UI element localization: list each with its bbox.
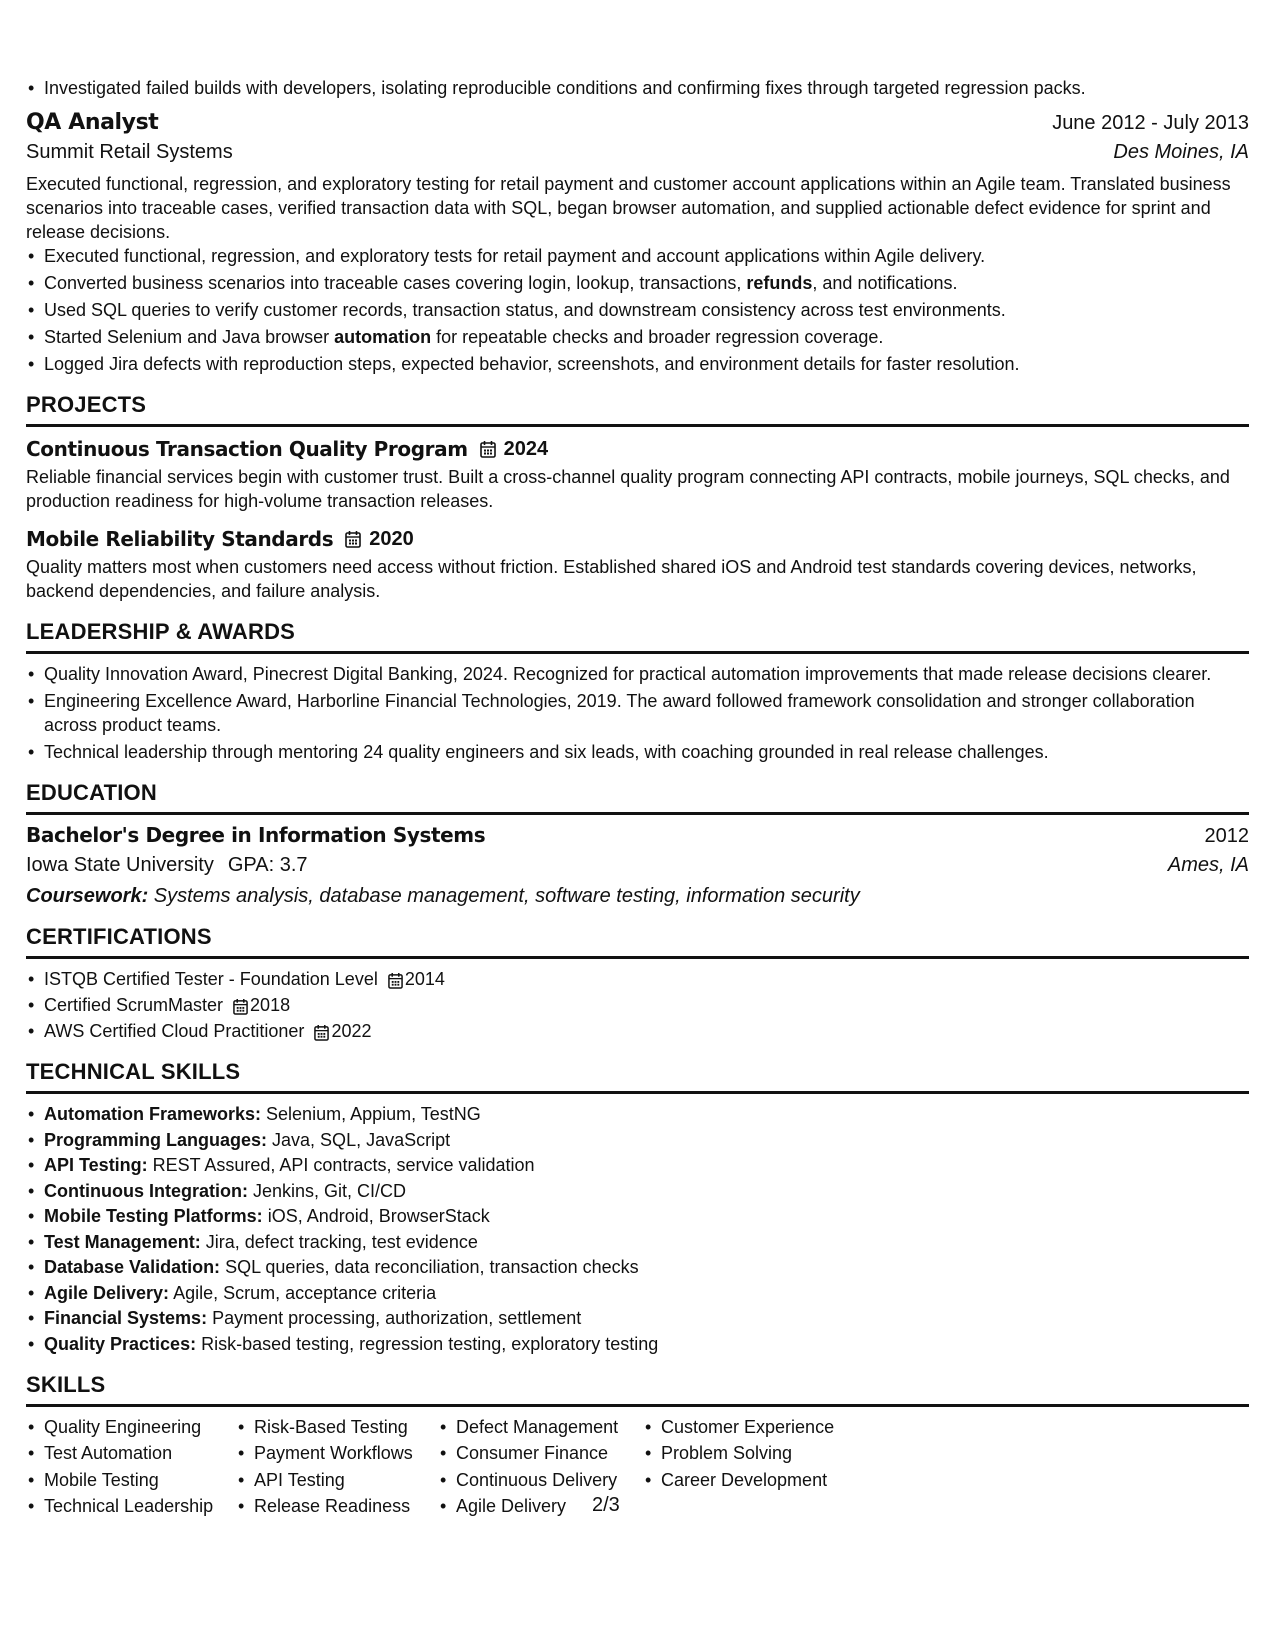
list-item: • Release Readiness	[236, 1494, 438, 1518]
certification-name: AWS Certified Cloud Practitioner	[44, 1021, 305, 1041]
skill-values: Agile, Scrum, acceptance criteria	[169, 1282, 437, 1303]
list-item: • Customer Experience	[643, 1415, 883, 1439]
list-item: • Continuous Delivery	[438, 1468, 643, 1492]
list-item: • Agile Delivery	[438, 1494, 643, 1518]
skill-category: Mobile Testing Platforms:	[44, 1206, 263, 1226]
skill-category: Quality Practices:	[44, 1333, 197, 1354]
gpa: GPA: 3.7	[227, 854, 308, 876]
list-item	[26, 1179, 1249, 1203]
list-item: • Mobile Testing	[26, 1468, 236, 1492]
list-item	[26, 1153, 1249, 1177]
project-year: 2024	[503, 437, 549, 460]
calendar-icon	[480, 440, 496, 458]
list-item	[26, 1019, 1249, 1043]
list-item: • API Testing	[236, 1468, 438, 1492]
list-item	[26, 1255, 1249, 1279]
skill-category: Database Validation:	[44, 1257, 221, 1277]
project-entry	[26, 437, 1249, 513]
list-item: • Engineering Excellence Award, Harborline Financial Technologies, 2019. The award followed framework consolidation and stronger collaboration across product teams.	[26, 689, 1249, 737]
skills-grid	[26, 1415, 1249, 1521]
skill-category: Automation Frameworks:	[44, 1104, 262, 1124]
section-heading-certifications: CERTIFICATIONS	[26, 924, 1249, 959]
project-description: Quality matters most when customers need access without friction. Established shared iOS and Android test standards covering devices, networks, backend dependencies, and failure analysis.	[26, 557, 1197, 601]
section-heading-technical-skills: TECHNICAL SKILLS	[26, 1059, 1249, 1094]
skill-values: iOS, Android, BrowserStack	[262, 1206, 490, 1226]
list-item	[26, 271, 1249, 295]
list-item	[26, 325, 1249, 349]
list-item: • Quality Innovation Award, Pinecrest Digital Banking, 2024. Recognized for practical automation improvements that made release decisions clearer.	[26, 662, 1249, 686]
skill-values: SQL queries, data reconciliation, transaction checks	[220, 1257, 639, 1277]
coursework	[26, 885, 1249, 908]
section-heading-projects: PROJECTS	[26, 392, 1249, 427]
list-item: • Technical leadership through mentoring 24 quality engineers and six leads, with coaching grounded in real release challenges.	[26, 740, 1249, 764]
company-name: Summit Retail Systems	[26, 141, 233, 163]
job-title: QA Analyst	[26, 110, 159, 135]
skill-values: Jenkins, Git, CI/CD	[247, 1180, 407, 1201]
list-item	[26, 1230, 1249, 1254]
bullet-text: Used SQL queries to verify customer records, transaction status, and downstream consistency across test environments.	[44, 300, 1006, 320]
skills-column	[26, 1415, 236, 1521]
bullet-emphasis: automation	[334, 327, 432, 347]
skills-column	[643, 1415, 883, 1521]
skills-column	[236, 1415, 438, 1521]
list-item	[26, 244, 1249, 268]
skill-category: Agile Delivery:	[44, 1282, 170, 1303]
skill-values: Selenium, Appium, TestNG	[261, 1104, 481, 1124]
skill-values: Java, SQL, JavaScript	[267, 1129, 451, 1150]
calendar-icon	[233, 998, 248, 1015]
coursework-text: Systems analysis, database management, software testing, information security	[148, 885, 860, 907]
project-name: Mobile Reliability Standards	[26, 527, 334, 551]
page-number: 2/3	[592, 1494, 620, 1516]
certification-name: ISTQB Certified Tester - Foundation Level	[44, 969, 378, 989]
calendar-icon	[345, 530, 361, 548]
skill-category: Continuous Integration:	[44, 1180, 248, 1201]
calendar-icon	[314, 1024, 329, 1041]
bullet-text: for repeatable checks and broader regression coverage.	[431, 327, 884, 347]
project-entry	[26, 527, 1249, 603]
list-item: • Risk-Based Testing	[236, 1415, 438, 1439]
job-dates: June 2012 - July 2013	[1052, 112, 1249, 134]
list-item	[26, 1332, 1249, 1356]
job-summary: Executed functional, regression, and exploratory testing for retail payment and customer account applications within an Agile team. Translated business scenarios into traceable cases, verified transaction data with SQL, began browser automation, and supplied actionable defect evidence for sprint and release decisions.	[26, 174, 1231, 242]
list-item	[26, 352, 1249, 376]
calendar-icon	[388, 972, 403, 989]
list-item: • Problem Solving	[643, 1441, 883, 1465]
school-name: Iowa State University	[26, 854, 214, 876]
list-item	[26, 1204, 1249, 1228]
skill-category: Test Management:	[44, 1231, 201, 1252]
list-item: • Quality Engineering	[26, 1415, 236, 1439]
list-item	[26, 298, 1249, 322]
previous-job-bullets	[26, 76, 1249, 100]
certification-year: 2018	[250, 995, 291, 1015]
graduation-year: 2012	[1204, 825, 1249, 847]
school-location: Ames, IA	[1167, 854, 1249, 876]
certification-name: Certified ScrumMaster	[44, 995, 224, 1015]
job-location: Des Moines, IA	[1113, 141, 1249, 163]
coursework-label: Coursework:	[26, 885, 149, 907]
list-item: • Investigated failed builds with developers, isolating reproducible conditions and confirming fixes through targeted regression packs.	[26, 76, 1249, 100]
list-item: • Consumer Finance	[438, 1441, 643, 1465]
project-description: Reliable financial services begin with customer trust. Built a cross-channel quality program connecting API contracts, mobile journeys, SQL checks, and production readiness for high-volume transaction releases.	[26, 467, 1230, 511]
list-item	[26, 993, 1249, 1017]
bullet-text: Logged Jira defects with reproduction steps, expected behavior, screenshots, and environment details for faster resolution.	[44, 354, 1020, 374]
list-item: • Career Development	[643, 1468, 883, 1492]
project-year: 2020	[369, 527, 414, 550]
bullet-emphasis: refunds	[746, 273, 813, 293]
bullet-text: Converted business scenarios into traceable cases covering login, lookup, transactions,	[44, 273, 747, 293]
list-item: • Test Automation	[26, 1441, 236, 1465]
leadership-list	[26, 662, 1249, 764]
list-item	[26, 967, 1249, 991]
certification-list	[26, 967, 1249, 1043]
skill-category: Programming Languages:	[44, 1129, 268, 1150]
list-item	[26, 1281, 1249, 1305]
skill-category: API Testing:	[44, 1155, 148, 1175]
list-item: • Defect Management	[438, 1415, 643, 1439]
list-item	[26, 1306, 1249, 1330]
list-item: • Technical Leadership	[26, 1494, 236, 1518]
project-name: Continuous Transaction Quality Program	[26, 437, 468, 461]
skill-values: Payment processing, authorization, settlement	[207, 1308, 582, 1328]
section-heading-education: EDUCATION	[26, 780, 1249, 815]
job-entry	[26, 110, 1249, 376]
section-heading-leadership: LEADERSHIP & AWARDS	[26, 619, 1249, 654]
skill-values: Risk-based testing, regression testing, exploratory testing	[196, 1333, 659, 1354]
list-item	[26, 1128, 1249, 1152]
bullet-text: , and notifications.	[812, 273, 958, 293]
bullet-text: Started Selenium and Java browser	[44, 327, 335, 347]
certification-year: 2014	[404, 969, 445, 989]
skill-values: Jira, defect tracking, test evidence	[200, 1231, 478, 1252]
degree-name: Bachelor's Degree in Information Systems	[26, 823, 486, 847]
list-item	[26, 1102, 1249, 1126]
resume-page	[26, 76, 1249, 1521]
job-bullets	[26, 244, 1249, 376]
bullet-text: Executed functional, regression, and exploratory tests for retail payment and account applications within Agile delivery.	[44, 246, 986, 266]
skill-values: REST Assured, API contracts, service validation	[147, 1155, 535, 1175]
technical-skills-list	[26, 1102, 1249, 1356]
certification-year: 2022	[331, 1021, 372, 1041]
education-entry	[26, 823, 1249, 908]
section-heading-skills: SKILLS	[26, 1372, 1249, 1407]
skill-category: Financial Systems:	[44, 1308, 208, 1328]
list-item: • Payment Workflows	[236, 1441, 438, 1465]
